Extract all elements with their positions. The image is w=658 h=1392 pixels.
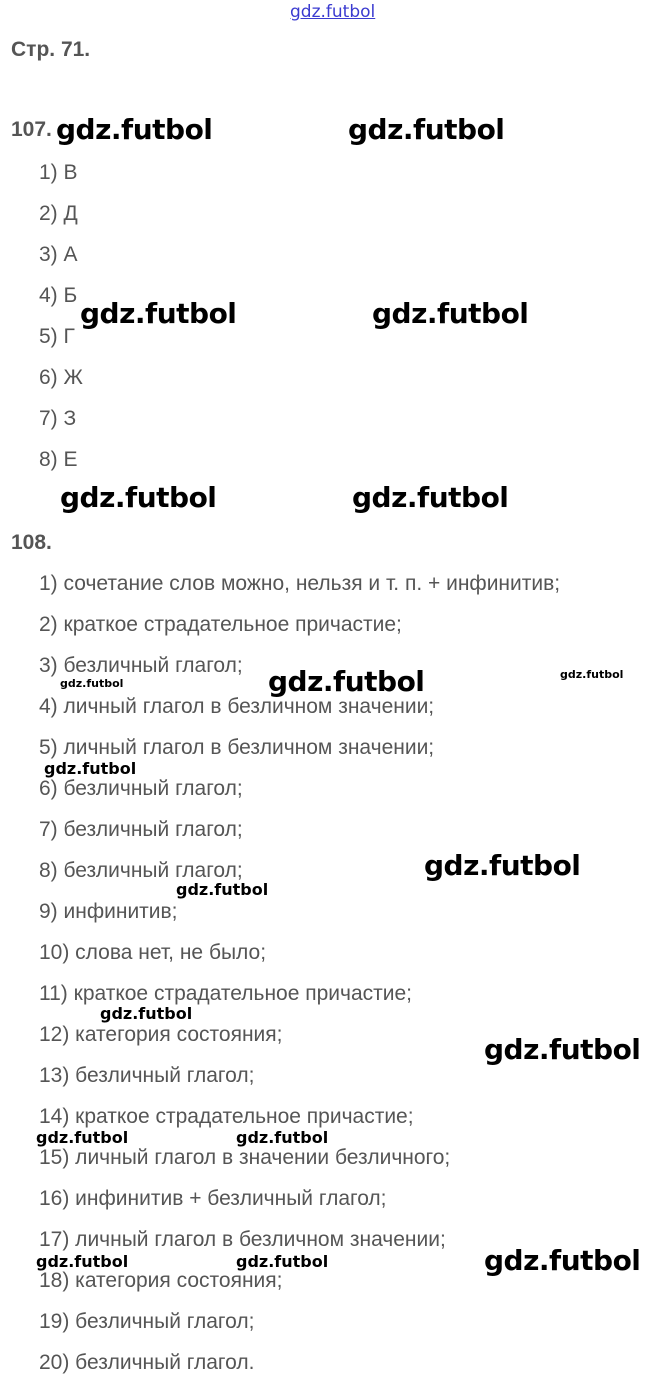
watermark: gdz.futbol xyxy=(484,1244,641,1277)
answer-item: 1) сочетание слов можно, нельзя и т. п. + инфинитив; xyxy=(39,572,561,595)
answer-item: 7) безличный глагол; xyxy=(39,818,243,841)
watermark: gdz.futbol xyxy=(44,759,137,778)
answer-item: 8) безличный глагол; xyxy=(39,859,243,882)
watermark: gdz.futbol xyxy=(36,1128,129,1147)
answer-item: 20) безличный глагол. xyxy=(39,1351,255,1374)
answer-item: 18) категория состояния; xyxy=(39,1269,283,1292)
answer-item: 11) краткое страдательное причастие; xyxy=(39,982,413,1005)
watermark: gdz.futbol xyxy=(236,1128,329,1147)
watermark: gdz.futbol xyxy=(484,1033,641,1066)
answer-item: 6) Ж xyxy=(39,366,83,389)
watermark: gdz.futbol xyxy=(372,297,529,330)
answer-item: 19) безличный глагол; xyxy=(39,1310,255,1333)
watermark: gdz.futbol xyxy=(348,113,505,146)
answer-item: 15) личный глагол в значении безличного; xyxy=(39,1146,451,1169)
watermark: gdz.futbol xyxy=(176,880,269,899)
answer-item: 8) Е xyxy=(39,448,78,471)
watermark: gdz.futbol xyxy=(100,1004,193,1023)
exercise-107-number: 107. xyxy=(11,118,52,141)
answer-item: 2) Д xyxy=(39,202,78,225)
watermark: gdz.futbol xyxy=(424,849,581,882)
answer-item: 4) личный глагол в безличном значении; xyxy=(39,695,435,718)
answer-item: 3) А xyxy=(39,243,78,266)
answer-item: 17) личный глагол в безличном значении; xyxy=(39,1228,446,1251)
answer-item: 12) категория состояния; xyxy=(39,1023,283,1046)
answer-item: 6) безличный глагол; xyxy=(39,777,243,800)
watermark: gdz.futbol xyxy=(36,1252,129,1271)
watermark: gdz.futbol xyxy=(80,297,237,330)
watermark: gdz.futbol xyxy=(236,1252,329,1271)
watermark: gdz.futbol xyxy=(60,481,217,514)
answer-item: 13) безличный глагол; xyxy=(39,1064,255,1087)
answer-item: 2) краткое страдательное причастие; xyxy=(39,613,402,636)
watermark: gdz.futbol xyxy=(560,668,624,681)
watermark: gdz.futbol xyxy=(352,481,509,514)
answer-item: 1) В xyxy=(39,161,78,184)
exercise-108-number: 108. xyxy=(11,531,52,554)
answer-item: 7) З xyxy=(39,407,77,430)
answer-item: 5) Г xyxy=(39,325,75,348)
answer-item: 9) инфинитив; xyxy=(39,900,178,923)
answer-item: 16) инфинитив + безличный глагол; xyxy=(39,1187,387,1210)
page-title: Стр. 71. xyxy=(11,38,91,61)
watermark: gdz.futbol xyxy=(268,665,425,698)
answer-item: 10) слова нет, не было; xyxy=(39,941,267,964)
answer-item: 3) безличный глагол; xyxy=(39,654,243,677)
watermark: gdz.futbol xyxy=(60,677,124,690)
answer-item: 5) личный глагол в безличном значении; xyxy=(39,736,435,759)
site-link[interactable]: gdz.futbol xyxy=(290,2,376,22)
answer-item: 14) краткое страдательное причастие; xyxy=(39,1105,414,1128)
answer-item: 4) Б xyxy=(39,284,78,307)
watermark: gdz.futbol xyxy=(56,113,213,146)
